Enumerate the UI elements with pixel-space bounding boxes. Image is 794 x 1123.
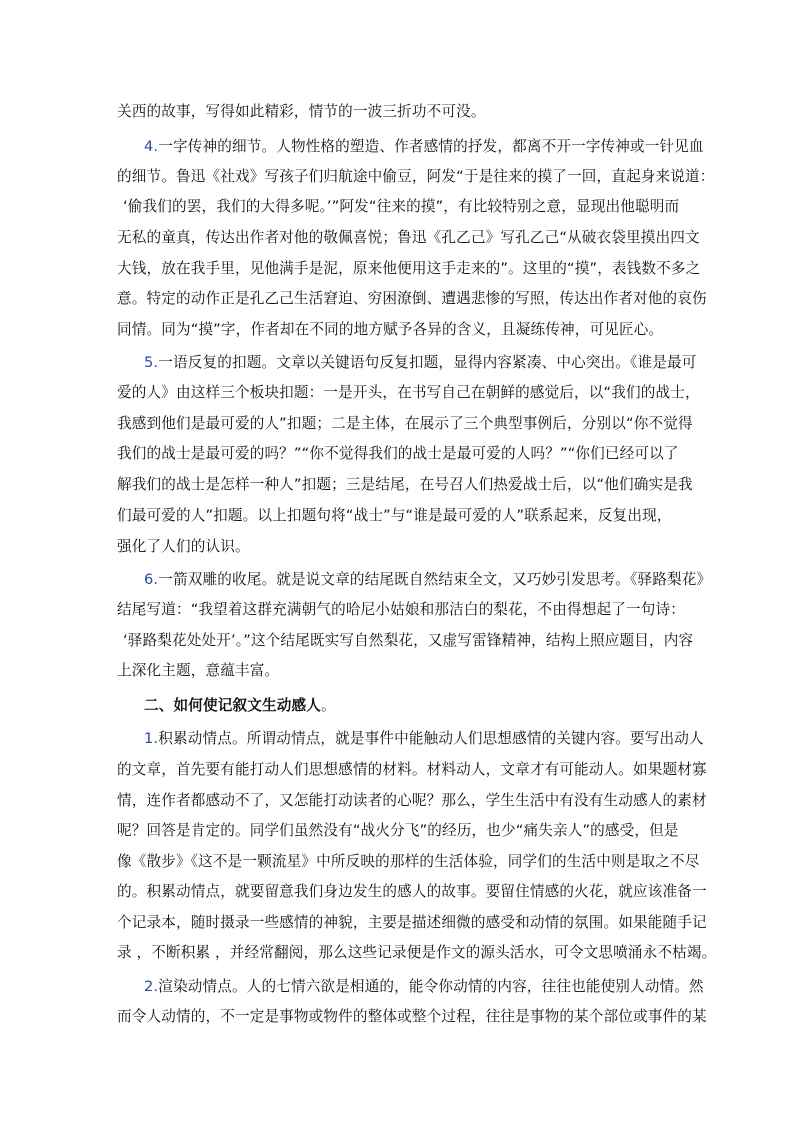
text-span: 情，连作者都感动不了，又怎能打动读者的心呢？那么，学生生活中有没有生动感人的素材 xyxy=(117,792,707,809)
paragraph-text: 。所谓动情点，就是事件中能触动人们思想感情的关键内容。要写出动人 xyxy=(231,730,704,747)
paragraph-line xyxy=(123,198,679,216)
paragraph-line xyxy=(117,853,699,871)
text-span: 同情。同为“摸”字，作者却在不同的地方赋予各异的含义，且凝练传神，可见匠心。 xyxy=(117,321,664,338)
item-number: 5. xyxy=(144,354,159,371)
text-span: 像《散步》《这不是一颗流星》中所反映的那样的生活体验，同学们的生活中则是取之不尽 xyxy=(117,853,700,870)
text-span: 我感到他们是最可爱的人”扣题；二是主体，在展示了三个典型事例后，分别以“你不觉得 xyxy=(117,415,693,432)
item-number: 2. xyxy=(144,978,159,995)
paragraph-line xyxy=(117,914,707,932)
paragraph-line xyxy=(117,415,693,433)
text-span: 。 xyxy=(320,697,336,714)
paragraph-text: 。文章以关键语句反复扣题，显得内容紧凑、中心突出。《谁是最可 xyxy=(261,354,697,371)
paragraph-line xyxy=(117,883,707,901)
text-span: 爱的人》由这样三个板块扣题：一是开头，在书写自己在朝鲜的感觉后，以“我们的战士， xyxy=(117,384,700,401)
paragraph-line xyxy=(117,321,663,339)
text-span: 结尾写道：“我望着这群充满朝气的哈尼小姑娘和那洁白的梨花，不由得想起了一句诗： xyxy=(117,601,685,618)
section-heading: 二、如何使记叙文生动感人 xyxy=(144,697,321,714)
text-span: 意。特定的动作正是孔乙己生活窘迫、穷困潦倒、遭遇悲惨的写照，传达出作者对他的哀伤 xyxy=(117,290,707,307)
paragraph-line xyxy=(117,290,707,308)
section-4-heading-line xyxy=(144,138,704,156)
paragraph-line xyxy=(117,601,685,619)
text-span: 的。积累动情点，就要留意我们身边发生的感人的故事。要留住情感的火花，就应该准备一 xyxy=(117,883,707,900)
paragraph-text: 。就是说文章的结尾既自然结束全文，又巧妙引发思考。《驿路梨花》 xyxy=(261,571,712,588)
section-5-heading-line xyxy=(144,354,696,372)
text-span: ‘驿路梨花处处开’。”这个结尾既实写自然梨花，又虚写雷锋精神，结构上照应题目，内容 xyxy=(123,632,694,649)
item-1-heading-line xyxy=(144,730,704,748)
text-span: 关西的故事，写得如此精彩，情节的一波三折功不可没。 xyxy=(117,103,486,120)
text-span: 而令人动情的，不一定是事物或物件的整体或整个过程，往往是事物的某个部位或事件的某 xyxy=(117,1008,707,1025)
section-heading-line xyxy=(144,697,336,715)
paragraph-line xyxy=(117,761,707,779)
paragraph-line xyxy=(117,507,672,525)
text-span: ‘偷我们的罢，我们的大得多呢。’”阿发“往来的摸”，有比较特别之意，显现出他聪明而 xyxy=(123,198,680,215)
paragraph-line xyxy=(117,384,700,402)
paragraph-line xyxy=(117,445,679,463)
text-span: 的文章，首先要有能打动人们思想感情的材料。材料动人，文章才有可能动人。如果题材寡 xyxy=(117,761,707,778)
text-span: 呢？回答是肯定的。同学们虽然没有“战火分飞”的经历，也少“痛失亲人”的感受，但是 xyxy=(117,822,679,839)
text-span: 解我们的战士是怎样一种人”扣题；三是结尾，在号召人们热爱战士后，以“他们确实是我 xyxy=(117,476,693,493)
text-span: 个记录本，随时摄录一些感情的神貌，主要是描述细微的感受和动情的氛围。如果能随手记 xyxy=(117,914,707,931)
text-span: 大钱，放在我手里，见他满手是泥，原来他便用这手走来的”。这里的“摸”，表钱数不多之 xyxy=(117,260,701,277)
text-span: 我们的战士是最可爱的吗？”“你不觉得我们的战士是最可爱的人吗？”“你们已经可以了 xyxy=(117,445,679,462)
paragraph-line xyxy=(117,944,716,962)
paragraph-line xyxy=(117,662,279,680)
item-heading: 积累动情点 xyxy=(158,730,232,747)
paragraph-line xyxy=(117,1008,707,1026)
item-heading: 一字传神的细节 xyxy=(158,138,262,155)
item-number: 4. xyxy=(144,138,159,155)
continued-paragraph-line xyxy=(117,103,486,121)
paragraph-line xyxy=(117,476,693,494)
text-span: 的细节。鲁迅《社戏》写孩子们归航途中偷豆，阿发“于是往来的摸了一回，直起身来说道： xyxy=(117,168,715,185)
paragraph-line xyxy=(117,792,707,810)
item-number: 6. xyxy=(144,571,159,588)
item-heading: 一语反复的扣题 xyxy=(158,354,262,371)
text-span: 上深化主题，意蕴丰富。 xyxy=(117,662,280,679)
paragraph-line xyxy=(117,168,714,186)
paragraph-text: 。人的七情六欲是相通的，能令你动情的内容，往往也能使别人动情。然 xyxy=(231,978,704,995)
item-heading: 渲染动情点 xyxy=(158,978,232,995)
text-span: 强化了人们的认识。 xyxy=(117,538,250,555)
section-6-heading-line xyxy=(144,571,711,589)
text-span: 无私的童真，传达出作者对他的敬佩喜悦；鲁迅《孔乙己》写孔乙己“从破衣袋里摸出四文 xyxy=(117,229,700,246)
paragraph-line xyxy=(117,538,250,556)
item-number: 1. xyxy=(144,730,159,747)
text-span: 们最可爱的人”扣题。以上扣题句将“战士”与“谁是最可爱的人”联系起来，反复出现， xyxy=(117,507,672,524)
paragraph-line xyxy=(117,229,700,247)
item-heading: 一箭双雕的收尾 xyxy=(158,571,262,588)
text-span: 录 ，不断积累 ，并经常翻阅，那么这些记录便是作文的源头活水，可令文思喷涌永不枯竭。 xyxy=(117,944,717,961)
paragraph-line xyxy=(117,260,700,278)
paragraph-line xyxy=(117,822,679,840)
paragraph-text: 。人物性格的塑造、作者感情的抒发，都离不开一字传神或一针见血 xyxy=(261,138,704,155)
item-2-heading-line xyxy=(144,978,704,996)
paragraph-line xyxy=(123,632,693,650)
